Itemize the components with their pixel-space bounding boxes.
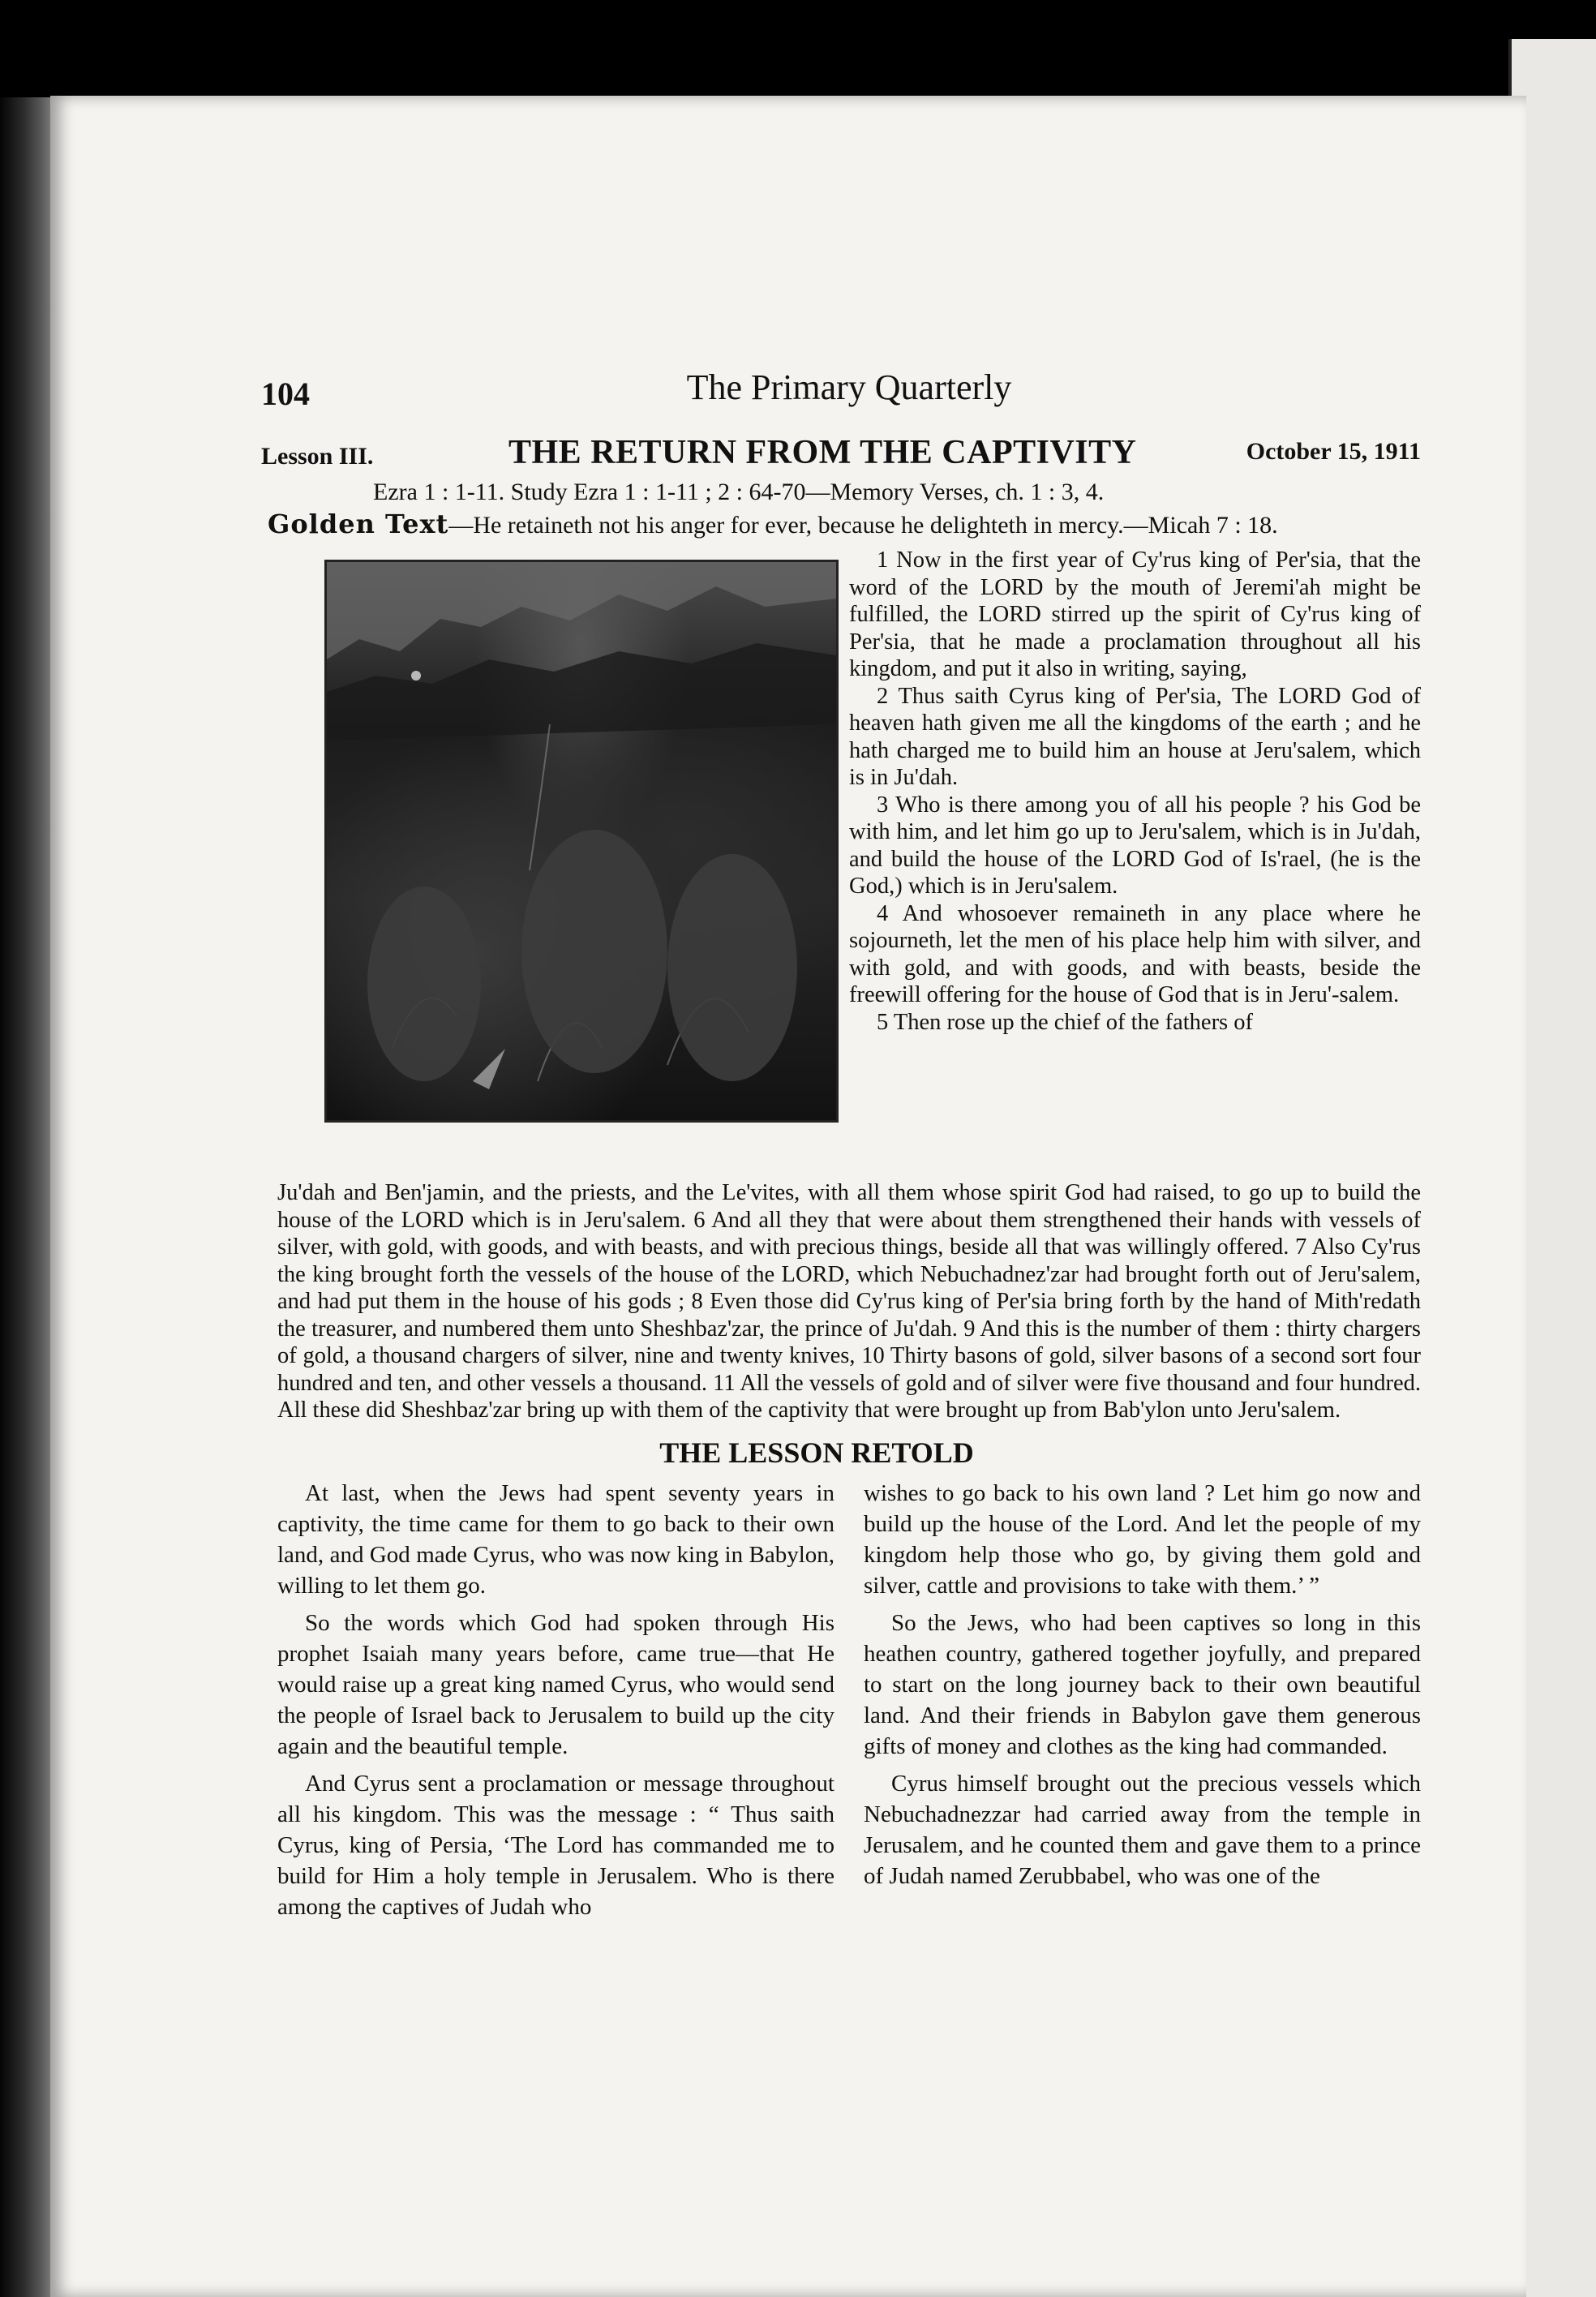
- running-title: The Primary Quarterly: [686, 367, 1012, 407]
- book-binding-edge: [0, 97, 57, 2297]
- retold-paragraph: So the Jews, who had been captives so long in this heathen country, gathered together joyfully, and prepared to start on the long journey back to their own beautiful land. And their friends in Babylon gave them generous gifts of money and clothes as the king had commanded.: [864, 1609, 1421, 1759]
- lesson-illustration: [324, 560, 839, 1123]
- scripture-verses-full-width: Ju'dah and Ben'jamin, and the priests, and the Le'vites, with all them whose spirit God had raised, to go up to build the house of the LORD which is in Jeru'salem. 6 And all they that were about them strengthened their hands with vessels of silver, with gold, with goods, and with beasts, and with precious things, beside all that was willingly offered. 7 Also Cy'rus the king brought forth the vessels of the house of the LORD, which Nebuchadnez'zar had brought forth out of Jeru'salem, and had put them in the house of his gods ; 8 Even those did Cy'rus king of Per'sia bring forth by the hand of Mith'redath the treasurer, and numbered them unto Sheshbaz'zar, the prince of Ju'dah. 9 And this is the number of them : thirty chargers of gold, a thousand chargers of silver, nine and twenty knives, 10 Thirty basons of gold, silver basons of a second sort four hundred and ten, and other vessels a thousand. 11 All the vessels of gold and of silver were five thousand and four hundred. All these did Sheshbaz'zar bring up with them of the captivity that were brought up from Bab'ylon unto Jeru'salem.: [277, 1180, 1421, 1423]
- page-content: [212, 363, 1421, 1929]
- scripture-top-section: [212, 547, 1421, 1179]
- retold-left-column: [277, 1478, 834, 1929]
- golden-text-label: Golden Text: [268, 509, 449, 539]
- illustration-artwork: [327, 562, 836, 1120]
- retold-right-column: [864, 1478, 1421, 1929]
- golden-text: [268, 509, 1419, 540]
- lesson-number: Lesson III.: [261, 443, 374, 470]
- golden-text-body: —He retaineth not his anger for ever, because he delighteth in mercy.—Micah 7 : 18.: [448, 512, 1278, 539]
- running-header: [212, 363, 1421, 428]
- scripture-verses-right: [849, 547, 1421, 1036]
- retold-paragraph: So the words which God had spoken through His prophet Isaiah many years before, came true—that He would raise up a great king named Cyrus, who would send the people of Israel back to Jerusalem to build up the city again and the beautiful temple.: [277, 1609, 834, 1759]
- retold-paragraph: At last, when the Jews had spent seventy years in captivity, the time came for them to go back to their own land, and God made Cyrus, who was now king in Babylon, willing to let them go.: [277, 1479, 834, 1599]
- scripture-references: Ezra 1 : 1-11. Study Ezra 1 : 1-11 ; 2 : 64-70—Memory Verses, ch. 1 : 3, 4.: [373, 479, 1105, 505]
- lesson-header: [212, 433, 1421, 475]
- retold-paragraph: Cyrus himself brought out the precious vessels which Nebuchadnezzar had carried away from the temple in Jerusalem, and he counted them and gave them to a prince of Judah named Zerubbabel, who was one of the: [864, 1770, 1421, 1889]
- lesson-date: October 15, 1911: [1246, 438, 1421, 465]
- verse-paragraph: 5 Then rose up the chief of the fathers of: [877, 1009, 1254, 1035]
- page-number: 104: [261, 376, 310, 412]
- verse-paragraph: 2 Thus saith Cyrus king of Per'sia, The LORD God of heaven hath given me all the kingdoms of the earth ; and he hath charged me to build him an house at Jeru'salem, which is in Ju'dah.: [849, 683, 1421, 790]
- retold-paragraph: And Cyrus sent a proclamation or message throughout all his kingdom. This was the message : “ Thus saith Cyrus, king of Persia, ‘The Lord has commanded me to build for Him a holy temple in Jerusalem. Who is there among the captives of Judah who: [277, 1770, 834, 1920]
- lesson-title: THE RETURN FROM THE CAPTIVITY: [508, 434, 1137, 471]
- verse-paragraph: 4 And whosoever remaineth in any place where he sojourneth, let the men of his place help him with silver, and with gold, and with goods, and with beasts, beside the freewill offering for the house of God that is in Jeru'-salem.: [849, 900, 1421, 1007]
- book-page: [50, 96, 1526, 2297]
- verse-paragraph: 1 Now in the first year of Cy'rus king of Per'sia, that the word of the LORD by the mouth of Jeremi'ah might be fulfilled, the LORD stirred up the spirit of Cy'rus king of Per'sia, that he made a proclamation throughout all his kingdom, and put it also in writing, saying,: [849, 547, 1421, 681]
- lesson-retold-body: [277, 1478, 1421, 1929]
- retold-paragraph-continued: wishes to go back to his own land ? Let him go now and build up the house of the Lord. And let the people of my kingdom help those who go, by giving them gold and silver, cattle and provisions to take with them.’ ”: [864, 1479, 1421, 1599]
- verse-paragraph: 3 Who is there among you of all his people ? his God be with him, and let him go up to Jeru'salem, which is in Ju'dah, and build the house of the LORD God of Is'rael, (he is the God,) which is in Jeru'salem.: [849, 792, 1421, 899]
- lesson-retold-heading: THE LESSON RETOLD: [659, 1436, 974, 1469]
